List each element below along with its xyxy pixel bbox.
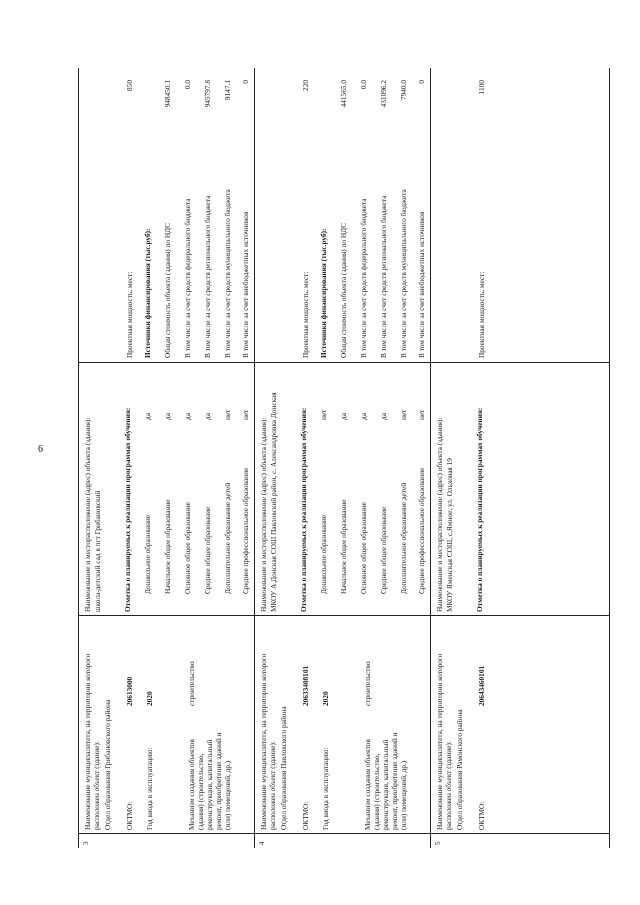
finance-value: 0 xyxy=(417,80,426,84)
program-value: нет xyxy=(241,409,250,420)
programs-header: Отметка о планируемых к реализации программах обучения: xyxy=(123,407,132,612)
capacity-label: Проектная мощность, мест: xyxy=(301,271,310,358)
capacity-value: 1100 xyxy=(477,80,486,95)
program-name: Основное общее образование xyxy=(359,502,368,594)
capacity-label: Проектная мощность, мест: xyxy=(125,271,134,358)
object-cell xyxy=(79,362,254,616)
object-header: Наименование и месторасположение (адрес) объекта (здания): xyxy=(435,417,444,612)
capacity-value: 220 xyxy=(301,80,310,91)
finance-value: 7940.0 xyxy=(399,80,408,101)
finance-cell xyxy=(79,68,254,363)
year-value: 2020 xyxy=(321,691,330,706)
program-name: Дополнительное образование детей xyxy=(223,482,232,594)
program-value: да xyxy=(203,413,212,420)
municipality-header: Наименование муниципалитета, на территории которого расположен объект (здание): xyxy=(435,653,453,830)
object-name: МКОУ А.Донская СОШ Павловский район, с. Александровка Донская xyxy=(269,392,278,612)
oktmo-label: ОКТМО: xyxy=(125,801,134,830)
program-name: Дошкольное образование xyxy=(319,514,328,594)
municipality-name: Отдел образования Рамонского района xyxy=(455,709,464,830)
program-value: нет xyxy=(399,409,408,420)
finance-name: Общая стоимость объекта (здания) по НДС xyxy=(339,223,348,358)
row-number-cell xyxy=(79,833,254,848)
oktmo-value: 20613000 xyxy=(125,676,134,706)
municipality-cell xyxy=(79,615,254,834)
finance-value: 441565.0 xyxy=(339,80,348,108)
finance-name: В том числе за счет средств муниципального бюджета xyxy=(399,189,408,358)
row-number-cell xyxy=(255,833,430,848)
municipality-header: Наименование муниципалитета, на территории которого расположен объект (здание): xyxy=(259,653,277,830)
rotated-page xyxy=(58,68,613,848)
programs-header: Отметка о планируемых к реализации программах обучения: xyxy=(299,407,308,612)
finance-name: В том числе за счет средств федерального бюджета xyxy=(359,198,368,358)
program-name: Среднее общее образование xyxy=(379,506,388,594)
table-row xyxy=(431,68,609,848)
program-name: Основное общее образование xyxy=(183,502,192,594)
table-row xyxy=(79,68,255,848)
object-header: Наименование и месторасположение (адрес) объекта (здания): xyxy=(83,417,92,612)
program-value: нет xyxy=(319,409,328,420)
mechanism-label: Механизм создания объектов (здания) (строительство, реконструкция, капитальный ремонт, приобретение зданий и (или) помещений, др.) xyxy=(187,732,232,830)
capacity-value: 850 xyxy=(125,80,134,91)
oktmo-label: ОКТМО: xyxy=(301,801,310,830)
oktmo-label: ОКТМО: xyxy=(477,801,486,830)
programs-header: Отметка о планируемых к реализации программах обучения: xyxy=(475,407,484,612)
table-row xyxy=(255,68,431,848)
finance-name: В том числе за счет средств федерального бюджета xyxy=(183,198,192,358)
finance-name: В том числе за счет внебюджетных источников xyxy=(241,211,250,358)
program-name: Дополнительное образование детей xyxy=(399,482,408,594)
municipality-name: Отдел образования Павловского района xyxy=(279,706,288,830)
finance-value: 945797.8 xyxy=(203,80,212,108)
oktmo-value: 20633408101 xyxy=(301,665,310,706)
program-name: Среднее профессиональное образование xyxy=(417,467,426,594)
row-number: 3 xyxy=(82,841,90,845)
object-header: Наименование и месторасположение (адрес) объекта (здания): xyxy=(259,417,268,612)
finance-header: Источники финансирования (тыс.руб): xyxy=(143,228,152,358)
mechanism-label: Механизм создания объектов (здания) (строительство, реконструкция, капитальный ремонт, приобретение зданий и (или) помещений, др.) xyxy=(363,732,408,830)
capacity-label: Проектная мощность, мест: xyxy=(477,271,486,358)
finance-name: В том числе за счет средств регионального бюджета xyxy=(203,195,212,358)
row-number: 4 xyxy=(258,841,266,845)
finance-name: В том числе за счет средств муниципального бюджета xyxy=(223,189,232,358)
program-value: да xyxy=(143,413,152,420)
program-value: нет xyxy=(417,409,426,420)
finance-value: 0.0 xyxy=(183,80,192,90)
finance-header: Источники финансирования (тыс.руб): xyxy=(319,228,328,358)
program-name: Дошкольное образование xyxy=(143,514,152,594)
mechanism-value: строительство xyxy=(363,661,372,706)
finance-value: 948450.1 xyxy=(163,80,172,108)
finance-name: В том числе за счет средств регионального бюджета xyxy=(379,195,388,358)
municipality-cell xyxy=(431,615,609,834)
year-label: Год ввода в эксплуатацию: xyxy=(145,747,154,830)
finance-value: 0.0 xyxy=(359,80,368,90)
row-number: 5 xyxy=(434,841,442,845)
finance-name: В том числе за счет внебюджетных источников xyxy=(417,211,426,358)
program-name: Среднее общее образование xyxy=(203,506,212,594)
object-cell xyxy=(255,362,430,616)
year-value: 2020 xyxy=(145,691,154,706)
program-value: да xyxy=(339,413,348,420)
finance-cell xyxy=(255,68,430,363)
mechanism-value: строительство xyxy=(187,661,196,706)
municipality-header: Наименование муниципалитета, на территории которого расположен объект (здание): xyxy=(83,653,101,830)
oktmo-value: 20643460101 xyxy=(477,665,486,706)
object-name: МКОУ Яменская СОШ, с.Ямное, ул. Ольховая 19 xyxy=(445,458,454,612)
program-name: Среднее профессиональное образование xyxy=(241,467,250,594)
object-name: школа-детский сад в пгт Грибановский xyxy=(93,490,102,612)
program-value: да xyxy=(183,413,192,420)
page-number: 6 xyxy=(38,444,43,455)
year-label: Год ввода в эксплуатацию: xyxy=(321,747,330,830)
program-value: да xyxy=(163,413,172,420)
finance-value: 431096.2 xyxy=(379,80,388,108)
object-cell xyxy=(431,362,609,616)
program-value: нет xyxy=(223,409,232,420)
finance-name: Общая стоимость объекта (здания) по НДС xyxy=(163,223,172,358)
objects-table xyxy=(78,68,610,848)
finance-value: 9147.1 xyxy=(223,80,232,101)
municipality-name: Отдел образования Грибановского района xyxy=(103,699,112,830)
program-value: да xyxy=(379,413,388,420)
finance-cell xyxy=(431,68,609,363)
finance-value: 0 xyxy=(241,80,250,84)
row-number-cell xyxy=(431,833,609,848)
program-name: Начальное общее образование xyxy=(339,499,348,594)
program-value: да xyxy=(359,413,368,420)
municipality-cell xyxy=(255,615,430,834)
program-name: Начальное общее образование xyxy=(163,499,172,594)
